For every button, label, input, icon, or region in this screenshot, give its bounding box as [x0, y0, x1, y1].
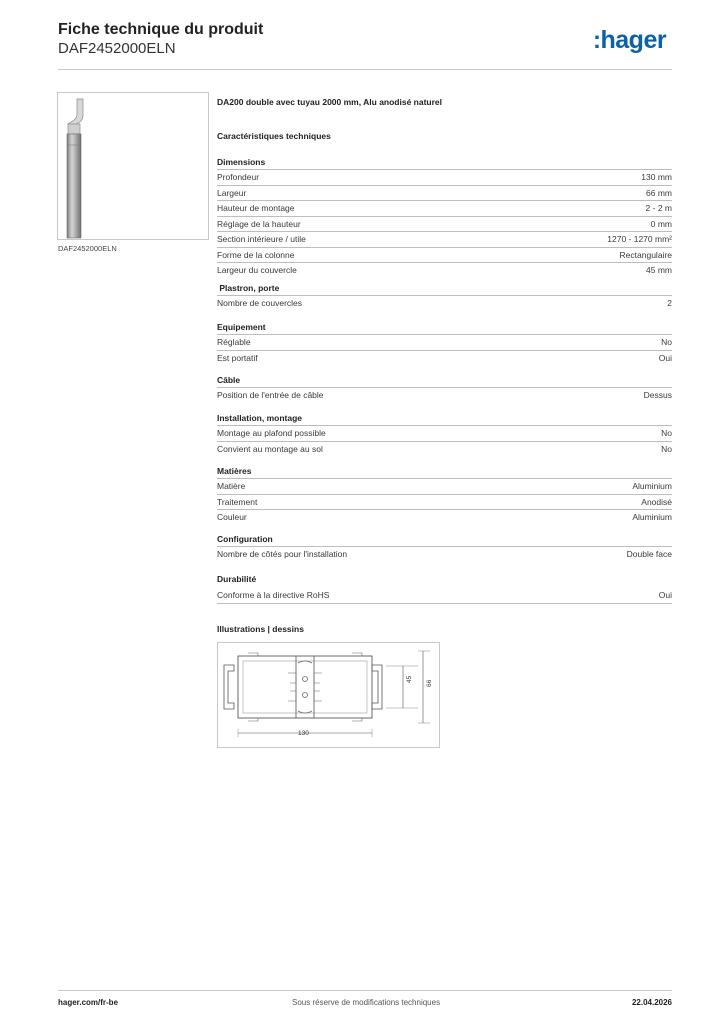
section-title: Plastron, porte [217, 283, 280, 293]
spec-label: Section intérieure / utile [217, 234, 306, 244]
section-plastron [217, 281, 672, 311]
spec-value: 130 mm [641, 172, 672, 182]
spec-row [217, 295, 672, 311]
section-title: Durabilité [217, 574, 257, 584]
spec-row [217, 425, 672, 441]
dim-cover-label: 45 [406, 675, 413, 683]
spec-label: Forme de la colonne [217, 249, 295, 260]
spec-label: Réglage de la hauteur [217, 218, 301, 229]
footer-divider [58, 990, 672, 991]
product-description: DA200 double avec tuyau 2000 mm, Alu anodisé naturel [217, 97, 443, 107]
spec-row [217, 231, 672, 247]
section-title: Câble [217, 375, 241, 385]
spec-label: Hauteur de montage [217, 203, 295, 213]
section-equipement [217, 320, 672, 365]
spec-value: Oui [658, 352, 672, 363]
spec-label: Position de l'entrée de câble [217, 390, 324, 400]
spec-label: Largeur du couvercle [217, 265, 297, 275]
spec-row [217, 387, 672, 403]
spec-row [217, 200, 672, 216]
spec-value: Dessus [643, 390, 672, 400]
product-image [57, 92, 209, 240]
footer-date: 22.04.2026 [631, 998, 672, 1007]
product-column-illustration [58, 93, 208, 239]
product-reference: DAF2452000ELN [58, 40, 176, 57]
spec-row [217, 509, 672, 525]
spec-row [217, 588, 672, 603]
logo-text: hager [600, 26, 667, 54]
spec-value: No [661, 443, 672, 454]
section-title: Installation, montage [217, 413, 303, 423]
spec-value: 66 mm [646, 187, 672, 198]
spec-label: Montage au plafond possible [217, 428, 326, 438]
section-matieres [217, 464, 672, 525]
technical-drawing [217, 642, 440, 748]
section-title: Dimensions [217, 157, 266, 167]
spec-row [217, 546, 672, 562]
spec-value: No [661, 337, 672, 347]
spec-row [217, 216, 672, 232]
spec-value: 2 [667, 298, 672, 308]
section-cable [217, 373, 672, 403]
footer-website-link[interactable]: hager.com/fr-be [58, 998, 119, 1007]
spec-label: Est portatif [217, 352, 258, 363]
spec-label: Convient au montage au sol [217, 443, 323, 454]
spec-row [217, 494, 672, 510]
spec-value: Aluminium [632, 512, 672, 522]
illustrations-heading: Illustrations | dessins [217, 624, 304, 634]
spec-value: Oui [658, 590, 672, 600]
spec-label: Matière [217, 481, 246, 491]
spec-value: Anodisé [641, 496, 672, 507]
hager-logo[interactable]: :hager [593, 26, 667, 54]
spec-label: Couleur [217, 512, 247, 522]
tech-heading: Caractéristiques techniques [217, 131, 331, 141]
spec-row [217, 441, 672, 457]
dim-width-label: 130 [298, 730, 309, 737]
spec-row [217, 334, 672, 350]
section-dimensions [217, 155, 672, 278]
spec-value: 0 mm [650, 218, 672, 229]
spec-value: 45 mm [646, 265, 672, 275]
section-title: Equipement [217, 322, 266, 332]
spec-value: 2 - 2 m [645, 203, 672, 213]
spec-row [217, 185, 672, 201]
spec-value: Double face [626, 549, 672, 559]
spec-label: Profondeur [217, 172, 260, 182]
spec-value: 1270 - 1270 mm² [607, 234, 672, 244]
dim-height-label: 66 [426, 679, 433, 687]
section-title: Configuration [217, 534, 273, 544]
section-title: Matières [217, 466, 252, 476]
page-title: Fiche technique du produit [58, 21, 264, 38]
spec-label: Nombre de côtés pour l'installation [217, 549, 348, 559]
spec-label: Réglable [217, 337, 251, 347]
spec-row [217, 350, 672, 366]
spec-label: Largeur [217, 187, 247, 198]
section-installation [217, 411, 672, 456]
spec-row [217, 262, 672, 278]
spec-label: Nombre de couvercles [217, 298, 303, 308]
spec-value: Rectangulaire [619, 249, 672, 260]
row-underline [217, 603, 672, 604]
section-durabilite [217, 572, 672, 604]
footer-notice: Sous réserve de modifications techniques [292, 998, 441, 1007]
spec-value: No [661, 428, 672, 438]
spec-row [217, 247, 672, 263]
header-divider [58, 69, 672, 70]
spec-row [217, 478, 672, 494]
cross-section-drawing-icon [218, 643, 439, 747]
section-configuration [217, 532, 672, 562]
spec-row [217, 169, 672, 185]
spec-label: Conforme à la directive RoHS [217, 590, 330, 600]
product-image-caption: DAF2452000ELN [58, 244, 117, 253]
spec-label: Traitement [217, 496, 258, 507]
spec-value: Aluminium [632, 481, 672, 491]
